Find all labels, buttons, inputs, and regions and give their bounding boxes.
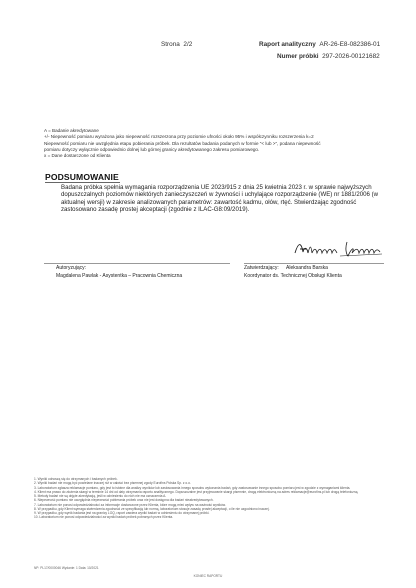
footnote-3: 3. Laboratorium zgłasza reklamacje pomiaru, gdy jest to istotne dla analizy wyników lub zastosowania innego sposobu wykonania badań, gdy zastosowanie innego sposobu pomiaru jest w zgodzie z wymaganiami klienta. [34,485,351,490]
footnote-5: 5. Metody badań nie są objęte akredytacją, jeśli w odniesieniu do nich nie ma oznaczenia A. [34,494,167,498]
footnote-4: 4. Klient ma prawo do złożenia skargi w terminie 14 dni od daty otrzymania raportu analitycznego. Dopuszczalne jest przyjmowanie skargi pisemnie, drogą elektroniczną na adres reklamacje@eurofins.pl lub drogą telefoniczną. [34,489,359,494]
report-value: AR-26-E8-082386-01 [319,41,381,48]
summary-title: PODSUMOWANIE [45,172,119,182]
authorizer-name: Magdalena Pawlak - Asystentka – Pracownia Chemiczna [56,273,183,279]
footnote-9: 9. W przypadku, gdy wynik badania jest na granicy LOQ, raport zawiera wyniki badań w odniesieniu do otrzymanej próbki. [34,511,210,515]
authorizer-rule [44,263,230,264]
approver-name: Aleksandra Barska [286,265,328,271]
footnote-1: 1. Wyniki odnoszą się do otrzymanych i badanych próbek. [34,477,118,481]
footnotes [34,477,384,520]
footnote-7: 7. Laboratorium nie ponosi odpowiedzialności za informacje dostarczone przez Klienta, które mogą mieć wpływ na ważność wyników. [34,502,226,507]
approver-role: Koordynator ds. Technicznej Obsługi Klienta [244,273,342,279]
summary-text: Badana próbka spełnia wymagania rozporządzenia UE 2023/915 z dnia 25 kwietnia 2023 r. w sprawie najwyższych dopuszczalnych poziomów niektórych zanieczyszczeń w żywności i uchylające rozporządzenie (WE) nr 1881/2006 (w aktualnej wersji) w zakresie analizowanych parametrów: zawartość kadmu, ołów, rtęć. Stwierdzając zgodność zastosowano zasadę prostej akceptacji (zgodnie z ILAC-G8:09/2019). [61,184,379,213]
report-label: Raport analityczny [259,41,316,48]
document-id: NP: PL17/0000046 Wydanie: 1 Data: 10/2021 [34,566,99,570]
page-number [161,41,192,48]
footnote-2: 2. Wyniki badań nie mogą być powielane inaczej niż w całości bez pisemnej zgody Eurofins Polska Sp. z o.o. [34,481,191,486]
note-range: pomiaru dotyczy wyłącznie odpowiednio dolnej lub górnej granicy akredytowanego zakresu pomiarowego. [44,146,260,152]
sample-label: Numer próbki [277,53,319,60]
report-number [259,41,380,48]
summary-underline [45,182,120,183]
sample-value: 297-2026-00121682 [322,53,380,60]
approver-rule [244,263,384,264]
authorizer-label: Autoryzujący: [56,265,87,271]
end-of-report: KONIEC RAPORTU [193,574,223,578]
approver-label: Zatwierdzający: [244,265,279,271]
note-client-data: x = Dane dostarczone od Klienta [44,153,111,159]
page-label: Strona [161,41,180,48]
footnote-8: 8. W przypadku, gdy Klient wymaga stwierdzenia zgodności ze specyfikacją lub normą, laboratorium stosuje zasadę prostej akceptacji, o ile nie uzgodniono inaczej. [34,506,270,511]
sample-number [277,53,380,60]
note-accredited: A = Badanie akredytowane [44,128,99,133]
handwritten-signature [292,233,384,261]
footnote-6: 6. Niepewność pomiaru nie uwzględnia niepewności pobierania próbek oraz nie jest dostępna dla badań nieakredytowanych. [34,498,214,503]
footnote-10: 10. Laboratorium nie ponosi odpowiedzialności za wyniki badań próbek pobranych przez Klienta. [34,515,174,520]
note-uncertainty: +/- Niepewność pomiaru wyrażona jako niepewność rozszerzona przy poziomie ufności około 95% i współczynniku rozszerzenia k=2 [44,134,314,140]
page-value: 2/2 [183,41,193,48]
note-sampling: Niepewność pomiaru nie uwzględnia etapu pobierania próbek. Dla rezultatów badania podanych w formie "< lub >", podana niepewność [44,140,321,146]
legend-notes [44,128,384,159]
